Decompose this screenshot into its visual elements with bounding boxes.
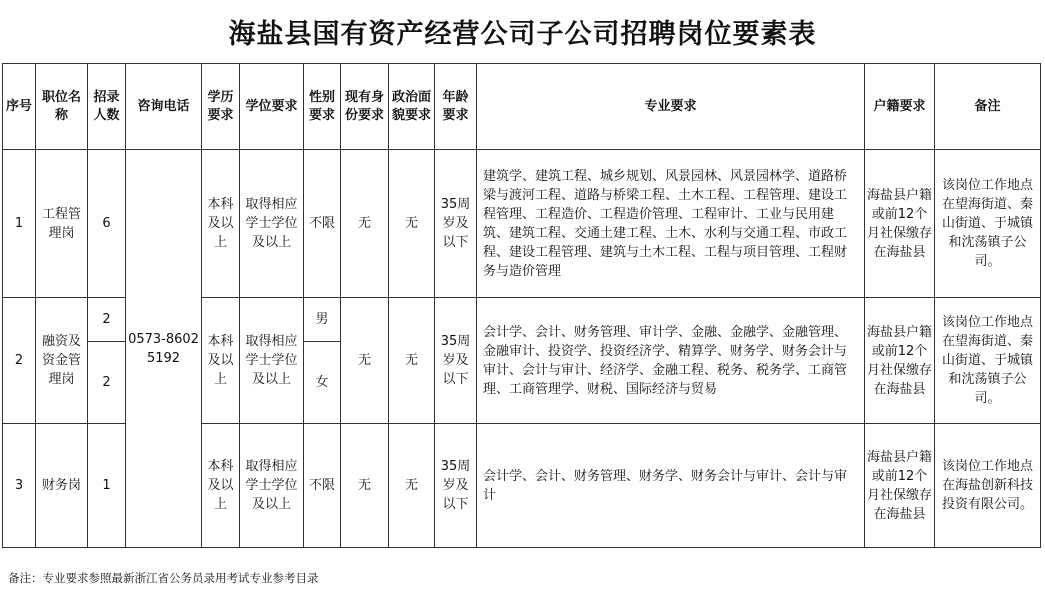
header-seq: 序号: [3, 64, 36, 150]
row-seq: 3: [3, 424, 36, 548]
row-count-female: 2: [88, 342, 126, 424]
row-remark: 该岗位工作地点在望海街道、秦山街道、于城镇和沈荡镇子公司。: [935, 298, 1041, 424]
row-position: 融资及资金管理岗: [36, 298, 88, 424]
header-education: 学历要求: [202, 64, 240, 150]
row-identity: 无: [341, 424, 389, 548]
footnote: 备注：专业要求参照最新浙江省公务员录用考试专业参考目录: [8, 571, 319, 585]
positions-table: [2, 63, 1041, 548]
row-gender-male: 男: [304, 298, 341, 342]
row-gender-female: 女: [304, 342, 341, 424]
row-count: 6: [88, 150, 126, 298]
header-gender: 性别要求: [304, 64, 341, 150]
row-political: 无: [389, 424, 435, 548]
row-hukou: 海盐县户籍或前12个月社保缴存在海盐县: [865, 298, 935, 424]
row-age: 35周岁及以下: [435, 150, 477, 298]
row-age: 35周岁及以下: [435, 424, 477, 548]
header-phone: 咨询电话: [126, 64, 202, 150]
header-age: 年龄要求: [435, 64, 477, 150]
row-education: 本科及以上: [202, 424, 240, 548]
header-identity: 现有身份要求: [341, 64, 389, 150]
row-count: 1: [88, 424, 126, 548]
row-identity: 无: [341, 298, 389, 424]
header-major: 专业要求: [477, 64, 865, 150]
row-hukou: 海盐县户籍或前12个月社保缴存在海盐县: [865, 424, 935, 548]
header-degree: 学位要求: [240, 64, 304, 150]
row-identity: 无: [341, 150, 389, 298]
page-title: 海盐县国有资产经营公司子公司招聘岗位要素表: [228, 18, 817, 50]
row-seq: 1: [3, 150, 36, 298]
row-age: 35周岁及以下: [435, 298, 477, 424]
header-remark: 备注: [935, 64, 1041, 150]
row-position: 财务岗: [36, 424, 88, 548]
header-hukou: 户籍要求: [865, 64, 935, 150]
row-gender: 不限: [304, 424, 341, 548]
header-count: 招录人数: [88, 64, 126, 150]
table-row: [3, 150, 1041, 298]
row-remark: 该岗位工作地点在望海街道、秦山街道、于城镇和沈荡镇子公司。: [935, 150, 1041, 298]
row-remark: 该岗位工作地点在海盐创新科技投资有限公司。: [935, 424, 1041, 548]
table-header-row: [3, 64, 1041, 150]
row-degree: 取得相应学士学位及以上: [240, 424, 304, 548]
row-seq: 2: [3, 298, 36, 424]
row-count-male: 2: [88, 298, 126, 342]
header-political: 政治面貌要求: [389, 64, 435, 150]
row-gender: 不限: [304, 150, 341, 298]
row-political: 无: [389, 298, 435, 424]
row-position: 工程管理岗: [36, 150, 88, 298]
row-degree: 取得相应学士学位及以上: [240, 150, 304, 298]
row-education: 本科及以上: [202, 150, 240, 298]
header-position: 职位名称: [36, 64, 88, 150]
row-major: 建筑学、建筑工程、城乡规划、风景园林、风景园林学、道路桥梁与渡河工程、道路与桥梁工程、土木工程、工程管理、建设工程管理、工程造价、工程造价管理、工程审计、工业与民用建筑、建筑工程、交通土建工程、土木、水利与交通工程、市政工程、建设工程管理、建筑与土木工程、工程与项目管理、工程财务与造价管理: [477, 150, 865, 298]
row-degree: 取得相应学士学位及以上: [240, 298, 304, 424]
row-major: 会计学、会计、财务管理、财务学、财务会计与审计、会计与审计: [477, 424, 865, 548]
row-hukou: 海盐县户籍或前12个月社保缴存在海盐县: [865, 150, 935, 298]
row-education: 本科及以上: [202, 298, 240, 424]
contact-phone: 0573-86025192: [126, 150, 202, 548]
row-major: 会计学、会计、财务管理、审计学、金融、金融学、金融管理、金融审计、投资学、投资经济学、精算学、财务学、财务会计与审计、会计与审计、经济学、金融工程、税务、税务学、工商管理、工商管理学、财税、国际经济与贸易: [477, 298, 865, 424]
row-political: 无: [389, 150, 435, 298]
